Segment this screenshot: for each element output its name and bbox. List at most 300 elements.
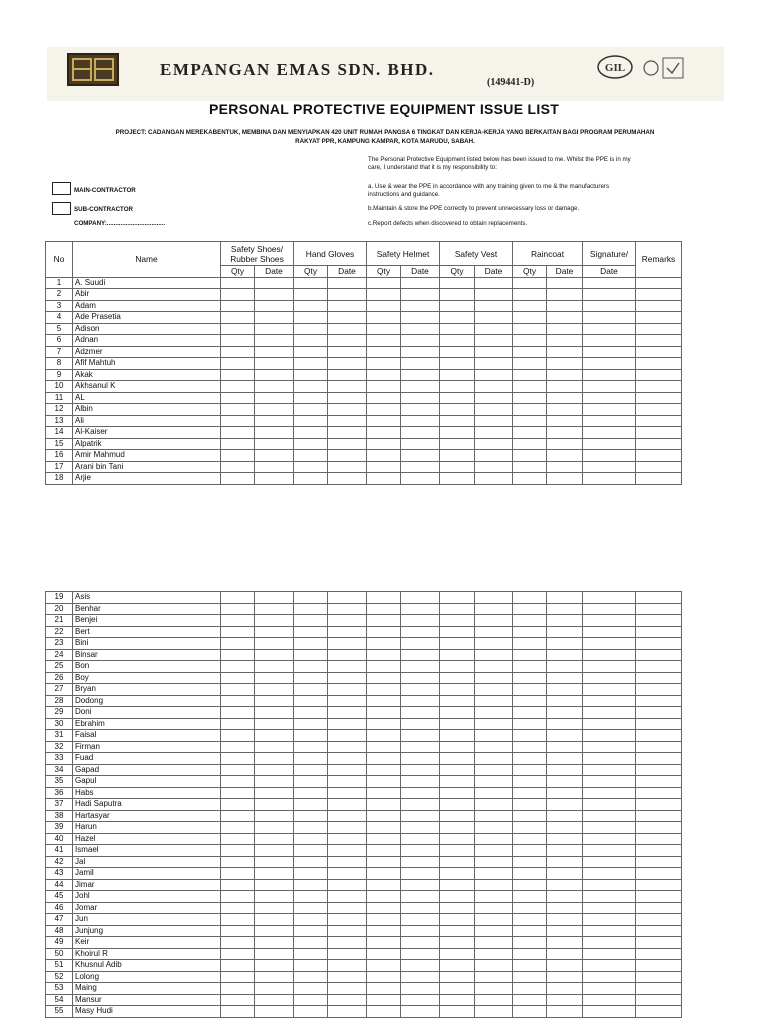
entry-cell[interactable]: [255, 971, 294, 983]
entry-cell[interactable]: [440, 404, 475, 416]
entry-cell[interactable]: [583, 450, 636, 462]
entry-cell[interactable]: [636, 856, 682, 868]
entry-cell[interactable]: [221, 323, 255, 335]
entry-cell[interactable]: [513, 592, 547, 604]
entry-cell[interactable]: [255, 312, 294, 324]
entry-cell[interactable]: [294, 461, 328, 473]
entry-cell[interactable]: [636, 638, 682, 650]
entry-cell[interactable]: [367, 427, 401, 439]
entry-cell[interactable]: [513, 718, 547, 730]
entry-cell[interactable]: [328, 833, 367, 845]
entry-cell[interactable]: [475, 810, 513, 822]
entry-cell[interactable]: [475, 684, 513, 696]
entry-cell[interactable]: [328, 661, 367, 673]
entry-cell[interactable]: [255, 323, 294, 335]
entry-cell[interactable]: [221, 707, 255, 719]
entry-cell[interactable]: [255, 879, 294, 891]
entry-cell[interactable]: [401, 415, 440, 427]
entry-cell[interactable]: [221, 592, 255, 604]
entry-cell[interactable]: [636, 902, 682, 914]
entry-cell[interactable]: [255, 695, 294, 707]
entry-cell[interactable]: [255, 914, 294, 926]
entry-cell[interactable]: [328, 638, 367, 650]
entry-cell[interactable]: [367, 684, 401, 696]
entry-cell[interactable]: [513, 787, 547, 799]
entry-cell[interactable]: [547, 323, 583, 335]
entry-cell[interactable]: [401, 603, 440, 615]
entry-cell[interactable]: [255, 369, 294, 381]
entry-cell[interactable]: [367, 810, 401, 822]
entry-cell[interactable]: [294, 948, 328, 960]
entry-cell[interactable]: [255, 776, 294, 788]
entry-cell[interactable]: [328, 603, 367, 615]
entry-cell[interactable]: [294, 450, 328, 462]
entry-cell[interactable]: [367, 392, 401, 404]
entry-cell[interactable]: [221, 381, 255, 393]
entry-cell[interactable]: [401, 369, 440, 381]
entry-cell[interactable]: [255, 450, 294, 462]
entry-cell[interactable]: [475, 879, 513, 891]
entry-cell[interactable]: [513, 473, 547, 485]
entry-cell[interactable]: [401, 672, 440, 684]
entry-cell[interactable]: [475, 461, 513, 473]
entry-cell[interactable]: [367, 592, 401, 604]
entry-cell[interactable]: [475, 427, 513, 439]
entry-cell[interactable]: [440, 461, 475, 473]
entry-cell[interactable]: [401, 335, 440, 347]
entry-cell[interactable]: [328, 764, 367, 776]
entry-cell[interactable]: [328, 718, 367, 730]
entry-cell[interactable]: [513, 684, 547, 696]
entry-cell[interactable]: [636, 438, 682, 450]
entry-cell[interactable]: [367, 626, 401, 638]
entry-cell[interactable]: [401, 615, 440, 627]
entry-cell[interactable]: [255, 427, 294, 439]
entry-cell[interactable]: [583, 404, 636, 416]
entry-cell[interactable]: [583, 1006, 636, 1018]
entry-cell[interactable]: [475, 799, 513, 811]
entry-cell[interactable]: [328, 649, 367, 661]
entry-cell[interactable]: [221, 960, 255, 972]
entry-cell[interactable]: [583, 718, 636, 730]
entry-cell[interactable]: [583, 983, 636, 995]
entry-cell[interactable]: [440, 335, 475, 347]
entry-cell[interactable]: [513, 937, 547, 949]
entry-cell[interactable]: [367, 695, 401, 707]
entry-cell[interactable]: [401, 473, 440, 485]
entry-cell[interactable]: [255, 684, 294, 696]
entry-cell[interactable]: [401, 649, 440, 661]
entry-cell[interactable]: [367, 914, 401, 926]
entry-cell[interactable]: [547, 661, 583, 673]
entry-cell[interactable]: [294, 277, 328, 289]
entry-cell[interactable]: [583, 369, 636, 381]
entry-cell[interactable]: [367, 346, 401, 358]
entry-cell[interactable]: [440, 473, 475, 485]
entry-cell[interactable]: [294, 626, 328, 638]
entry-cell[interactable]: [367, 323, 401, 335]
entry-cell[interactable]: [475, 787, 513, 799]
entry-cell[interactable]: [440, 983, 475, 995]
entry-cell[interactable]: [294, 822, 328, 834]
entry-cell[interactable]: [547, 404, 583, 416]
entry-cell[interactable]: [475, 473, 513, 485]
entry-cell[interactable]: [475, 718, 513, 730]
entry-cell[interactable]: [367, 764, 401, 776]
entry-cell[interactable]: [547, 971, 583, 983]
entry-cell[interactable]: [475, 856, 513, 868]
entry-cell[interactable]: [255, 615, 294, 627]
entry-cell[interactable]: [440, 707, 475, 719]
entry-cell[interactable]: [440, 902, 475, 914]
entry-cell[interactable]: [401, 358, 440, 370]
entry-cell[interactable]: [440, 346, 475, 358]
entry-cell[interactable]: [547, 603, 583, 615]
entry-cell[interactable]: [328, 994, 367, 1006]
entry-cell[interactable]: [547, 300, 583, 312]
entry-cell[interactable]: [328, 948, 367, 960]
entry-cell[interactable]: [513, 300, 547, 312]
entry-cell[interactable]: [221, 649, 255, 661]
entry-cell[interactable]: [475, 300, 513, 312]
entry-cell[interactable]: [513, 868, 547, 880]
entry-cell[interactable]: [475, 404, 513, 416]
entry-cell[interactable]: [221, 937, 255, 949]
entry-cell[interactable]: [440, 1006, 475, 1018]
entry-cell[interactable]: [583, 753, 636, 765]
entry-cell[interactable]: [328, 358, 367, 370]
entry-cell[interactable]: [547, 695, 583, 707]
entry-cell[interactable]: [636, 833, 682, 845]
entry-cell[interactable]: [221, 661, 255, 673]
entry-cell[interactable]: [328, 277, 367, 289]
entry-cell[interactable]: [294, 799, 328, 811]
entry-cell[interactable]: [328, 914, 367, 926]
entry-cell[interactable]: [547, 427, 583, 439]
entry-cell[interactable]: [221, 346, 255, 358]
entry-cell[interactable]: [367, 312, 401, 324]
entry-cell[interactable]: [255, 891, 294, 903]
entry-cell[interactable]: [636, 948, 682, 960]
entry-cell[interactable]: [583, 902, 636, 914]
entry-cell[interactable]: [294, 438, 328, 450]
entry-cell[interactable]: [255, 730, 294, 742]
entry-cell[interactable]: [440, 833, 475, 845]
entry-cell[interactable]: [328, 300, 367, 312]
entry-cell[interactable]: [636, 891, 682, 903]
entry-cell[interactable]: [440, 649, 475, 661]
entry-cell[interactable]: [328, 438, 367, 450]
entry-cell[interactable]: [367, 438, 401, 450]
entry-cell[interactable]: [255, 994, 294, 1006]
entry-cell[interactable]: [475, 289, 513, 301]
entry-cell[interactable]: [636, 868, 682, 880]
entry-cell[interactable]: [440, 891, 475, 903]
entry-cell[interactable]: [401, 971, 440, 983]
entry-cell[interactable]: [440, 856, 475, 868]
entry-cell[interactable]: [440, 730, 475, 742]
entry-cell[interactable]: [475, 868, 513, 880]
entry-cell[interactable]: [547, 335, 583, 347]
entry-cell[interactable]: [328, 323, 367, 335]
entry-cell[interactable]: [255, 753, 294, 765]
entry-cell[interactable]: [440, 300, 475, 312]
entry-cell[interactable]: [547, 741, 583, 753]
entry-cell[interactable]: [440, 672, 475, 684]
entry-cell[interactable]: [255, 925, 294, 937]
entry-cell[interactable]: [636, 461, 682, 473]
entry-cell[interactable]: [547, 473, 583, 485]
entry-cell[interactable]: [636, 277, 682, 289]
entry-cell[interactable]: [513, 833, 547, 845]
entry-cell[interactable]: [294, 358, 328, 370]
company-field[interactable]: COMPANY:..................................: [74, 220, 166, 227]
entry-cell[interactable]: [475, 346, 513, 358]
entry-cell[interactable]: [513, 603, 547, 615]
entry-cell[interactable]: [294, 937, 328, 949]
entry-cell[interactable]: [255, 983, 294, 995]
entry-cell[interactable]: [401, 994, 440, 1006]
entry-cell[interactable]: [367, 879, 401, 891]
entry-cell[interactable]: [547, 937, 583, 949]
entry-cell[interactable]: [328, 335, 367, 347]
entry-cell[interactable]: [547, 914, 583, 926]
entry-cell[interactable]: [583, 300, 636, 312]
entry-cell[interactable]: [475, 753, 513, 765]
entry-cell[interactable]: [636, 392, 682, 404]
entry-cell[interactable]: [294, 427, 328, 439]
entry-cell[interactable]: [513, 948, 547, 960]
entry-cell[interactable]: [294, 312, 328, 324]
entry-cell[interactable]: [636, 960, 682, 972]
entry-cell[interactable]: [547, 833, 583, 845]
entry-cell[interactable]: [294, 776, 328, 788]
entry-cell[interactable]: [475, 695, 513, 707]
entry-cell[interactable]: [547, 948, 583, 960]
entry-cell[interactable]: [583, 845, 636, 857]
entry-cell[interactable]: [583, 810, 636, 822]
entry-cell[interactable]: [255, 277, 294, 289]
entry-cell[interactable]: [440, 358, 475, 370]
entry-cell[interactable]: [328, 289, 367, 301]
entry-cell[interactable]: [513, 902, 547, 914]
entry-cell[interactable]: [583, 392, 636, 404]
entry-cell[interactable]: [221, 833, 255, 845]
entry-cell[interactable]: [547, 672, 583, 684]
entry-cell[interactable]: [328, 695, 367, 707]
entry-cell[interactable]: [583, 971, 636, 983]
entry-cell[interactable]: [401, 404, 440, 416]
entry-cell[interactable]: [583, 960, 636, 972]
entry-cell[interactable]: [255, 335, 294, 347]
entry-cell[interactable]: [401, 684, 440, 696]
entry-cell[interactable]: [328, 381, 367, 393]
entry-cell[interactable]: [401, 776, 440, 788]
entry-cell[interactable]: [583, 592, 636, 604]
entry-cell[interactable]: [513, 822, 547, 834]
entry-cell[interactable]: [583, 626, 636, 638]
entry-cell[interactable]: [440, 971, 475, 983]
entry-cell[interactable]: [328, 415, 367, 427]
entry-cell[interactable]: [221, 695, 255, 707]
entry-cell[interactable]: [367, 960, 401, 972]
entry-cell[interactable]: [475, 323, 513, 335]
entry-cell[interactable]: [401, 833, 440, 845]
entry-cell[interactable]: [221, 799, 255, 811]
entry-cell[interactable]: [255, 461, 294, 473]
entry-cell[interactable]: [547, 684, 583, 696]
entry-cell[interactable]: [440, 925, 475, 937]
entry-cell[interactable]: [513, 404, 547, 416]
entry-cell[interactable]: [440, 718, 475, 730]
entry-cell[interactable]: [636, 592, 682, 604]
entry-cell[interactable]: [401, 1006, 440, 1018]
entry-cell[interactable]: [328, 672, 367, 684]
entry-cell[interactable]: [367, 649, 401, 661]
entry-cell[interactable]: [367, 672, 401, 684]
entry-cell[interactable]: [636, 450, 682, 462]
entry-cell[interactable]: [513, 764, 547, 776]
entry-cell[interactable]: [636, 741, 682, 753]
entry-cell[interactable]: [294, 615, 328, 627]
entry-cell[interactable]: [255, 672, 294, 684]
entry-cell[interactable]: [255, 381, 294, 393]
entry-cell[interactable]: [221, 603, 255, 615]
entry-cell[interactable]: [475, 369, 513, 381]
entry-cell[interactable]: [255, 358, 294, 370]
entry-cell[interactable]: [401, 707, 440, 719]
entry-cell[interactable]: [636, 603, 682, 615]
entry-cell[interactable]: [440, 960, 475, 972]
entry-cell[interactable]: [367, 277, 401, 289]
entry-cell[interactable]: [294, 741, 328, 753]
entry-cell[interactable]: [255, 392, 294, 404]
entry-cell[interactable]: [547, 392, 583, 404]
entry-cell[interactable]: [583, 856, 636, 868]
entry-cell[interactable]: [221, 404, 255, 416]
entry-cell[interactable]: [401, 638, 440, 650]
entry-cell[interactable]: [221, 718, 255, 730]
entry-cell[interactable]: [255, 592, 294, 604]
entry-cell[interactable]: [475, 833, 513, 845]
entry-cell[interactable]: [475, 649, 513, 661]
entry-cell[interactable]: [367, 381, 401, 393]
entry-cell[interactable]: [401, 277, 440, 289]
entry-cell[interactable]: [636, 787, 682, 799]
entry-cell[interactable]: [513, 799, 547, 811]
entry-cell[interactable]: [255, 845, 294, 857]
entry-cell[interactable]: [475, 381, 513, 393]
entry-cell[interactable]: [221, 753, 255, 765]
entry-cell[interactable]: [221, 450, 255, 462]
entry-cell[interactable]: [547, 277, 583, 289]
entry-cell[interactable]: [513, 845, 547, 857]
entry-cell[interactable]: [636, 381, 682, 393]
entry-cell[interactable]: [255, 833, 294, 845]
entry-cell[interactable]: [440, 822, 475, 834]
entry-cell[interactable]: [513, 983, 547, 995]
entry-cell[interactable]: [328, 960, 367, 972]
entry-cell[interactable]: [401, 960, 440, 972]
entry-cell[interactable]: [255, 868, 294, 880]
entry-cell[interactable]: [440, 615, 475, 627]
entry-cell[interactable]: [636, 346, 682, 358]
entry-cell[interactable]: [636, 335, 682, 347]
entry-cell[interactable]: [547, 312, 583, 324]
entry-cell[interactable]: [547, 891, 583, 903]
entry-cell[interactable]: [255, 649, 294, 661]
entry-cell[interactable]: [294, 369, 328, 381]
entry-cell[interactable]: [440, 603, 475, 615]
entry-cell[interactable]: [547, 381, 583, 393]
entry-cell[interactable]: [367, 856, 401, 868]
entry-cell[interactable]: [440, 695, 475, 707]
entry-cell[interactable]: [440, 787, 475, 799]
entry-cell[interactable]: [221, 672, 255, 684]
entry-cell[interactable]: [547, 810, 583, 822]
entry-cell[interactable]: [294, 335, 328, 347]
entry-cell[interactable]: [547, 415, 583, 427]
entry-cell[interactable]: [294, 346, 328, 358]
entry-cell[interactable]: [440, 753, 475, 765]
entry-cell[interactable]: [401, 592, 440, 604]
entry-cell[interactable]: [475, 661, 513, 673]
entry-cell[interactable]: [513, 450, 547, 462]
entry-cell[interactable]: [221, 776, 255, 788]
entry-cell[interactable]: [583, 994, 636, 1006]
entry-cell[interactable]: [440, 684, 475, 696]
entry-cell[interactable]: [328, 845, 367, 857]
entry-cell[interactable]: [367, 994, 401, 1006]
entry-cell[interactable]: [294, 833, 328, 845]
entry-cell[interactable]: [440, 277, 475, 289]
entry-cell[interactable]: [367, 300, 401, 312]
entry-cell[interactable]: [475, 925, 513, 937]
entry-cell[interactable]: [583, 672, 636, 684]
entry-cell[interactable]: [294, 707, 328, 719]
entry-cell[interactable]: [367, 730, 401, 742]
entry-cell[interactable]: [294, 891, 328, 903]
entry-cell[interactable]: [440, 914, 475, 926]
entry-cell[interactable]: [328, 937, 367, 949]
entry-cell[interactable]: [513, 277, 547, 289]
entry-cell[interactable]: [255, 948, 294, 960]
entry-cell[interactable]: [367, 615, 401, 627]
entry-cell[interactable]: [583, 638, 636, 650]
entry-cell[interactable]: [583, 707, 636, 719]
entry-cell[interactable]: [475, 983, 513, 995]
entry-cell[interactable]: [401, 695, 440, 707]
entry-cell[interactable]: [255, 415, 294, 427]
entry-cell[interactable]: [547, 822, 583, 834]
entry-cell[interactable]: [513, 1006, 547, 1018]
entry-cell[interactable]: [255, 603, 294, 615]
entry-cell[interactable]: [547, 707, 583, 719]
entry-cell[interactable]: [440, 369, 475, 381]
entry-cell[interactable]: [475, 971, 513, 983]
entry-cell[interactable]: [401, 450, 440, 462]
entry-cell[interactable]: [221, 994, 255, 1006]
entry-cell[interactable]: [513, 879, 547, 891]
entry-cell[interactable]: [367, 638, 401, 650]
entry-cell[interactable]: [221, 684, 255, 696]
entry-cell[interactable]: [583, 427, 636, 439]
entry-cell[interactable]: [636, 937, 682, 949]
entry-cell[interactable]: [547, 764, 583, 776]
entry-cell[interactable]: [255, 937, 294, 949]
entry-cell[interactable]: [294, 902, 328, 914]
entry-cell[interactable]: [401, 661, 440, 673]
